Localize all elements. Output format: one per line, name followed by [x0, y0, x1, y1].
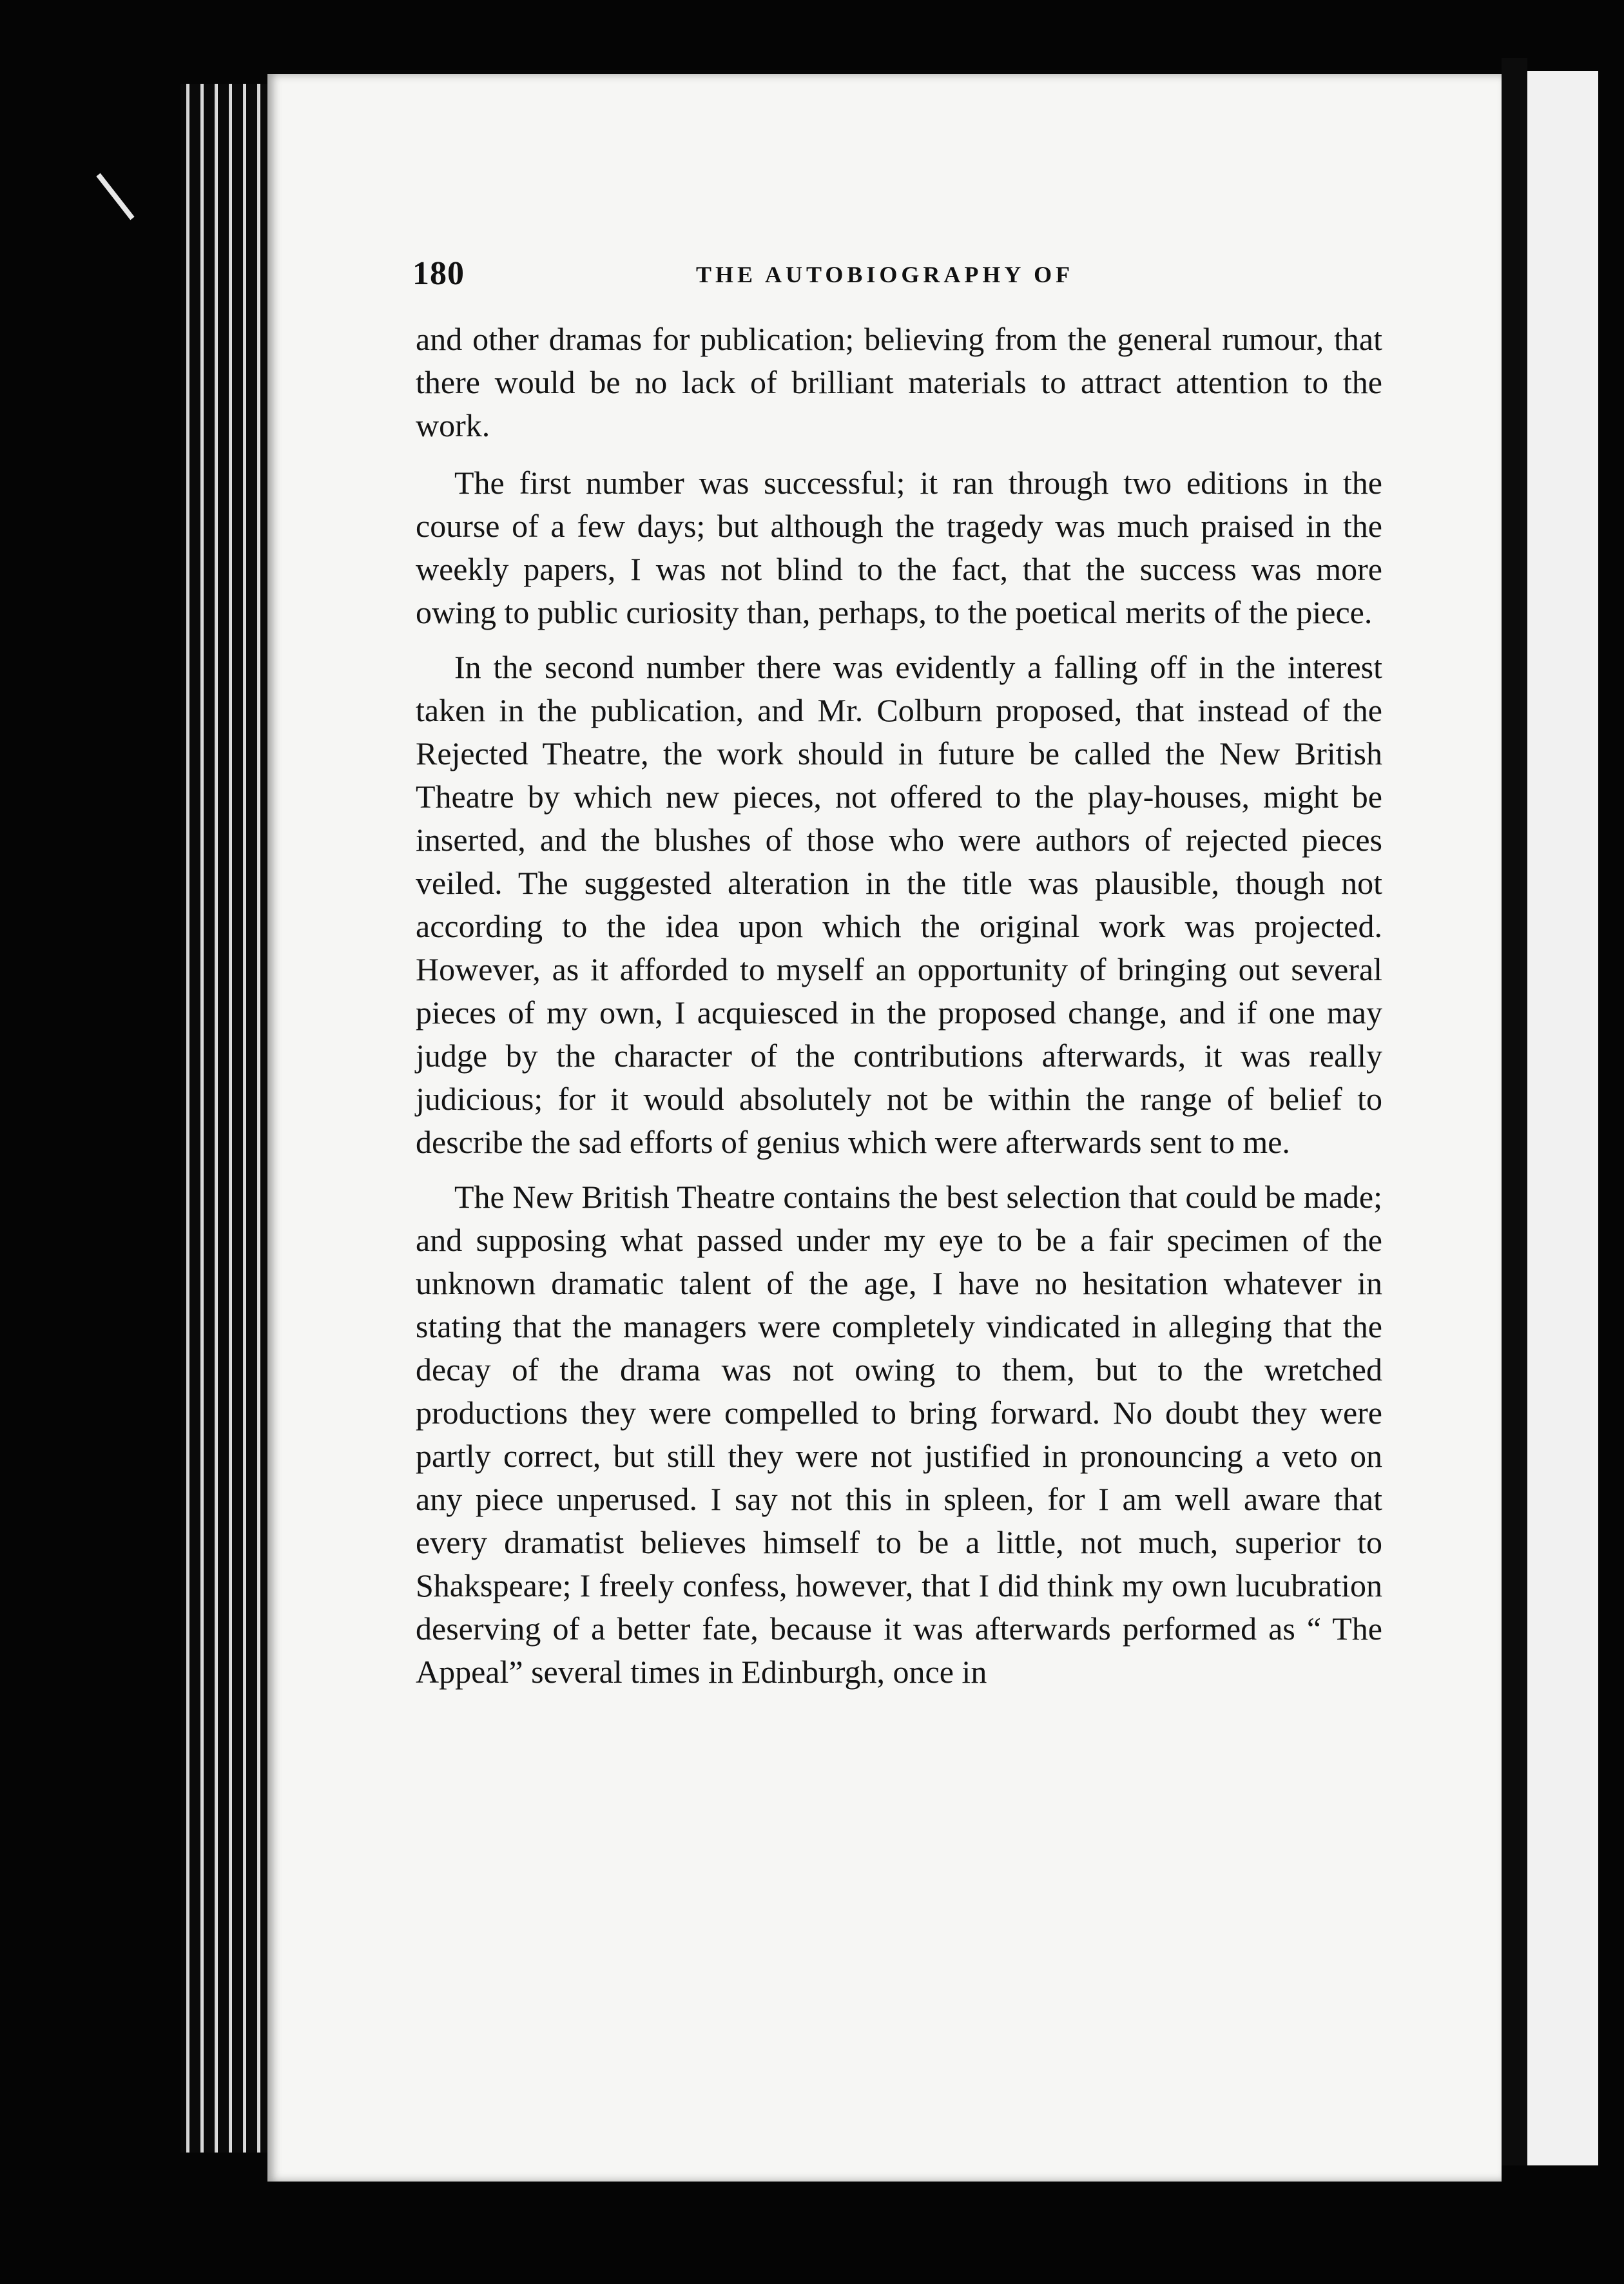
page-number: 180 — [412, 255, 465, 292]
book-page — [267, 74, 1502, 2182]
running-head — [412, 255, 1379, 313]
running-title: THE AUTOBIOGRAPHY OF — [696, 262, 1074, 287]
paragraph-first-number: The first number was successful; it ran through two editions in the course of a few days; but although the tragedy was much praised in the weekly papers, I was not blind to the fact, that the success was more owing to public curiosity than, perhaps, to the poetical merits of the piece. — [416, 465, 1382, 630]
body-text — [416, 318, 1382, 1705]
paragraph-continued: and other dramas for publication; believing from the general rumour, that there would be no lack of brilliant materials to attract attention to the work. — [416, 321, 1382, 443]
scan-artifact — [96, 173, 134, 220]
book-gutter — [1502, 58, 1527, 2165]
paragraph-new-british-theatre: The New British Theatre contains the best selection that could be made; and supposing what passed under my eye to be a fair specimen of the unknown dramatic talent of the age, I have no hesitation whatever in stating that the managers were completely vindicated in alleging that the decay of the drama was not owing to them, but to the wretched productions they were compelled to bring forward. No doubt they were partly correct, but still they were not justified in pronouncing a veto on any piece unperused. I say not this in spleen, for I am well aware that every dramatist believes himself to be a little, not much, superior to Shakspeare; I freely confess, however, that I did think my own lucubration deserving of a better fate, because it was afterwards performed as “ The Appeal” several times in Edinburgh, once in — [416, 1179, 1382, 1690]
book-page-edges — [180, 84, 277, 2153]
paragraph-second-number: In the second number there was evidently a falling off in the interest taken in the publication, and Mr. Colburn proposed, that instead of the Rejected Theatre, the work should in future be called the New British Theatre by which new pieces, not offered to the play-houses, might be inserted, and the blushes of those who were authors of rejected pieces veiled. The suggested alteration in the title was plausible, though not according to the idea upon which the original work was projected. However, as it afforded to myself an opportunity of bringing out several pieces of my own, I acquiesced in the proposed change, and if one may judge by the character of the contributions afterwards, it was really judicious; for it would absolutely not be within the range of belief to describe the sad efforts of genius which were afterwards sent to me. — [416, 649, 1382, 1160]
facing-page-edge — [1527, 71, 1598, 2165]
